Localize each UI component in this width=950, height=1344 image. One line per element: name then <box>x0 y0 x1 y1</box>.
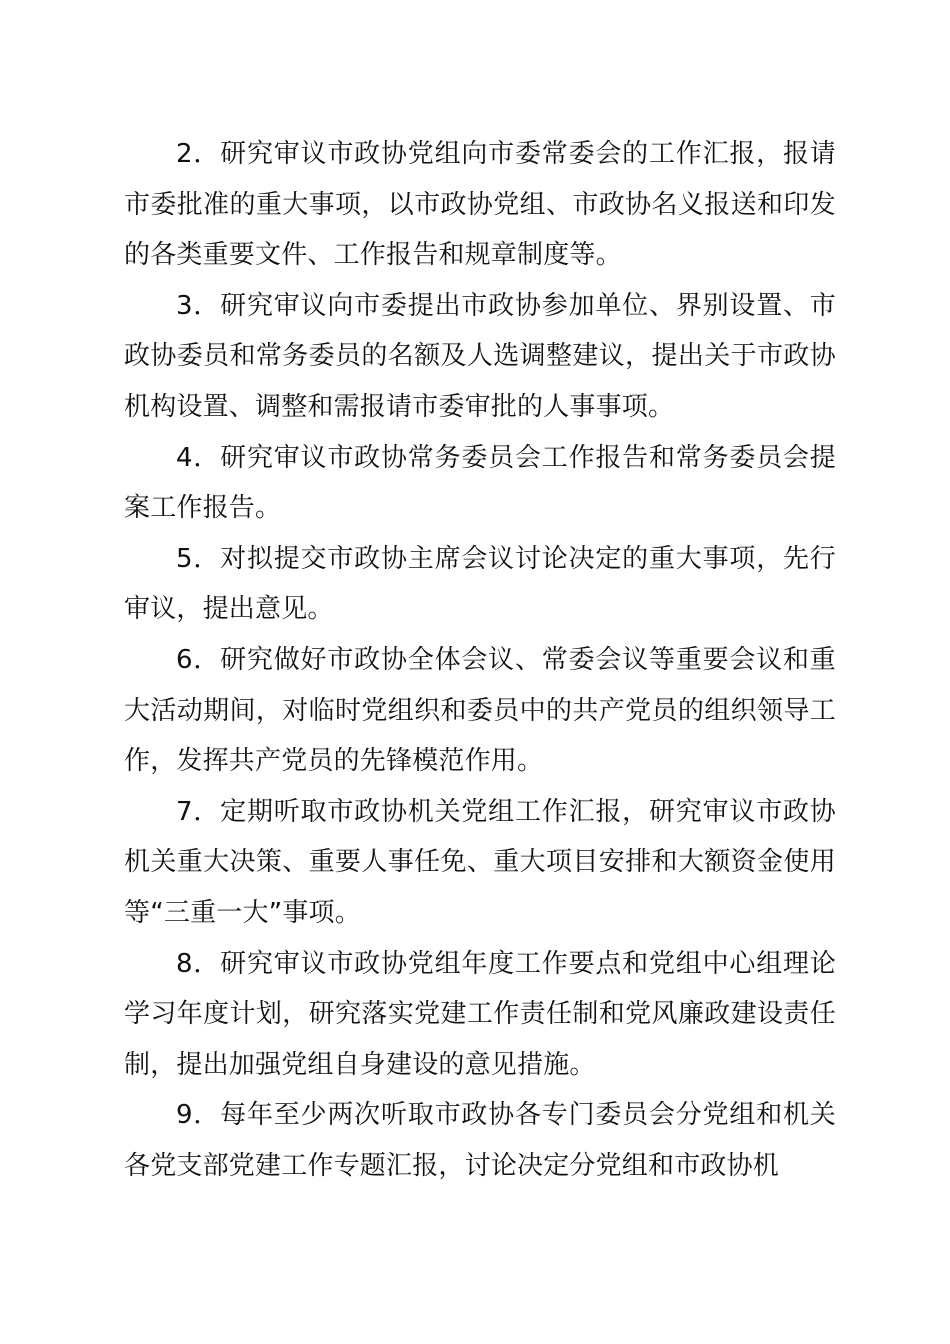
paragraph-item-5: 5．对拟提交市政协主席会议讨论决定的重大事项，先行审议，提出意见。 <box>124 543 836 625</box>
paragraph-item-7: 7．定期听取市政协机关党组工作汇报，研究审议市政协机关重大决策、重要人事任免、重大项目安排和大额资金使用等“三重一大”事项。 <box>124 796 836 928</box>
paragraph-item-3: 3．研究审议向市委提出市政协参加单位、界别设置、市政协委员和常务委员的名额及人选调整建议，提出关于市政协机构设置、调整和需报请市委审批的人事事项。 <box>124 290 836 422</box>
paragraph-item-2: 2．研究审议市政协党组向市委常委会的工作汇报，报请市委批准的重大事项，以市政协党组、市政协名义报送和印发的各类重要文件、工作报告和规章制度等。 <box>124 139 836 271</box>
paragraph-item-6: 6．研究做好市政协全体会议、常委会议等重要会议和重大活动期间，对临时党组织和委员中的共产党员的组织领导工作，发挥共产党员的先锋模范作用。 <box>124 644 836 777</box>
paragraph-item-4: 4．研究审议市政协常务委员会工作报告和常务委员会提案工作报告。 <box>124 442 836 524</box>
paragraph-item-8: 8．研究审议市政协党组年度工作要点和党组中心组理论学习年度计划，研究落实党建工作责任制和党风廉政建设责任制，提出加强党组自身建设的意见措施。 <box>124 948 836 1080</box>
document-body <box>124 129 836 1191</box>
paragraph-item-9: 9．每年至少两次听取市政协各专门委员会分党组和机关各党支部党建工作专题汇报，讨论决定分党组和市政协机 <box>124 1100 836 1181</box>
